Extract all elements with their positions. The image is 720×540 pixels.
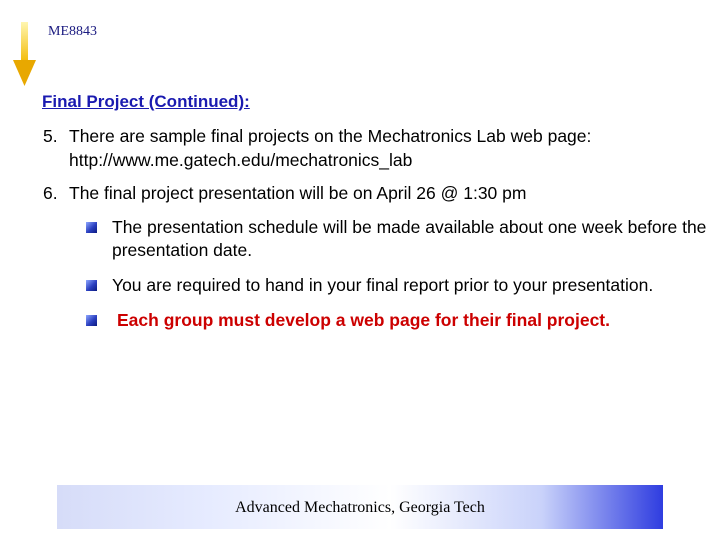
bullet-icon [86, 222, 97, 233]
slide-title: Final Project (Continued): [42, 92, 250, 111]
item-text: There are sample final projects on the Mechatronics Lab web page: [69, 126, 592, 146]
footer-bar [57, 485, 663, 529]
bullet-text: You are required to hand in your final report prior to your presentation. [112, 275, 654, 295]
item-text: The final project presentation will be on April 26 @ 1:30 pm [69, 183, 527, 203]
item-number: 6. [43, 183, 58, 203]
bullet-item-webpage [86, 309, 720, 332]
list-item-5 [43, 124, 591, 172]
bullet-item-schedule [86, 216, 720, 262]
item-number: 5. [43, 126, 58, 146]
list-item-6 [43, 181, 526, 205]
bullet-text: Each group must develop a web page for their final project. [117, 310, 610, 330]
bullet-item-report [86, 274, 720, 297]
bullet-icon [86, 280, 97, 291]
logo-icon [10, 20, 40, 92]
bullet-text: The presentation schedule will be made available about one week before the presentation date. [112, 217, 707, 260]
lab-url: http://www.me.gatech.edu/mechatronics_lab [69, 150, 413, 170]
course-code: ME8843 [48, 24, 97, 39]
footer-text: Advanced Mechatronics, Georgia Tech [235, 499, 485, 516]
bullet-icon [86, 315, 97, 326]
